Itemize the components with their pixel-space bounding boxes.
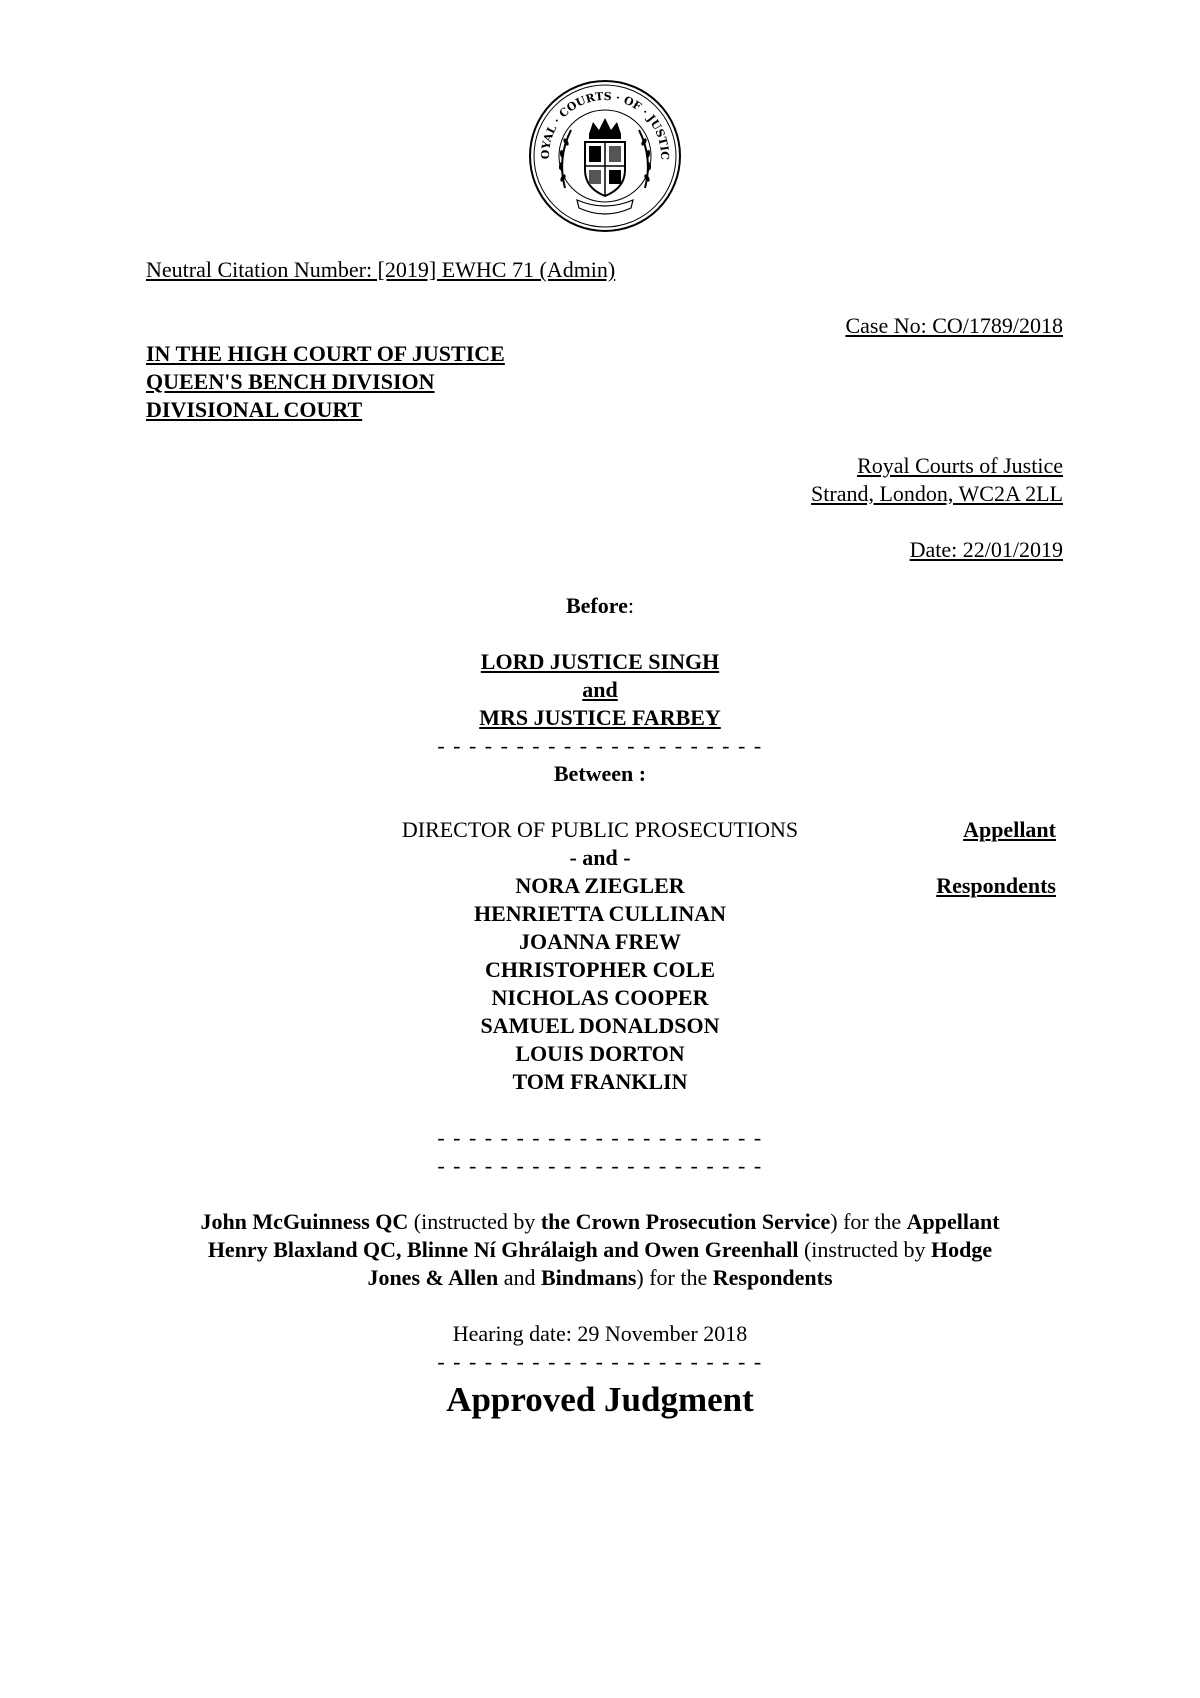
appellant-role: Appellant	[963, 817, 1056, 842]
separator-line: - - - - - - - - - - - - - - - - - - - - -	[437, 1153, 763, 1178]
respondent-name: HENRIETTA CULLINAN	[473, 901, 727, 926]
respondents-role: Respondents	[936, 873, 1056, 898]
between-label: Between :	[553, 761, 647, 786]
counsel-name: John McGuinness QC	[200, 1209, 409, 1234]
court-location	[811, 452, 1063, 508]
counsel-text: (instructed by	[798, 1237, 932, 1262]
respondent-name: TOM FRANKLIN	[512, 1069, 688, 1094]
judgment-date: Date: 22/01/2019	[909, 537, 1063, 562]
solicitor-name: the Crown Prosecution Service	[540, 1209, 831, 1234]
counsel-text: ) for the	[636, 1265, 713, 1290]
location-line: Royal Courts of Justice	[857, 453, 1063, 478]
respondent-name: JOANNA FREW	[519, 929, 681, 954]
before-colon: :	[627, 593, 635, 618]
judges	[0, 648, 1200, 732]
case-number: Case No: CO/1789/2018	[845, 313, 1063, 338]
counsel-text: and	[498, 1265, 541, 1290]
separator-line: - - - - - - - - - - - - - - - - - - - - -	[437, 733, 763, 758]
royal-courts-seal	[527, 78, 683, 234]
counsel-block	[0, 1208, 1200, 1292]
separator-line: - - - - - - - - - - - - - - - - - - - - -	[437, 1349, 763, 1374]
before-label: Before	[565, 593, 628, 618]
judges-conjunction: and	[582, 677, 618, 702]
solicitor-name: Jones & Allen	[367, 1265, 499, 1290]
counsel-line-appellant	[0, 1208, 1200, 1236]
seal-text: OYAL · COURTS · OF · JUSTIC	[538, 89, 672, 161]
solicitor-name: Bindmans	[541, 1265, 637, 1290]
royal-coat-of-arms-icon	[527, 78, 683, 234]
and-separator: - and -	[569, 845, 631, 870]
respondent-name: CHRISTOPHER COLE	[484, 957, 716, 982]
counsel-text: ) for the	[830, 1209, 907, 1234]
court-line: DIVISIONAL COURT	[146, 397, 363, 422]
counsel-party: Appellant	[906, 1209, 1000, 1234]
counsel-name: Henry Blaxland QC, Blinne Ní Ghrálaigh and Owen Greenhall	[207, 1237, 799, 1262]
before-heading	[0, 592, 1200, 620]
counsel-line-respondents	[0, 1236, 1200, 1264]
judge-name: LORD JUSTICE SINGH	[480, 649, 720, 674]
court-heading	[146, 340, 505, 424]
separator-line: - - - - - - - - - - - - - - - - - - - - -	[437, 1125, 763, 1150]
respondent-name: SAMUEL DONALDSON	[480, 1013, 720, 1038]
solicitor-name: Hodge	[931, 1237, 993, 1262]
counsel-line-respondents-cont	[0, 1264, 1200, 1292]
document-title: Approved Judgment	[446, 1380, 754, 1419]
counsel-party: Respondents	[712, 1265, 833, 1290]
respondent-name: LOUIS DORTON	[515, 1041, 685, 1066]
location-line: Strand, London, WC2A 2LL	[811, 481, 1063, 506]
appellant-name: DIRECTOR OF PUBLIC PROSECUTIONS	[401, 817, 799, 842]
respondent-name: NICHOLAS COOPER	[491, 985, 709, 1010]
court-line: QUEEN'S BENCH DIVISION	[146, 369, 435, 394]
counsel-text: (instructed by	[408, 1209, 541, 1234]
neutral-citation: Neutral Citation Number: [2019] EWHC 71 (Admin)	[146, 257, 616, 282]
respondents-list	[340, 872, 860, 1096]
respondent-name: NORA ZIEGLER	[515, 873, 685, 898]
court-line: IN THE HIGH COURT OF JUSTICE	[146, 341, 505, 366]
judge-name: MRS JUSTICE FARBEY	[479, 705, 721, 730]
hearing-date: Hearing date: 29 November 2018	[452, 1321, 748, 1346]
